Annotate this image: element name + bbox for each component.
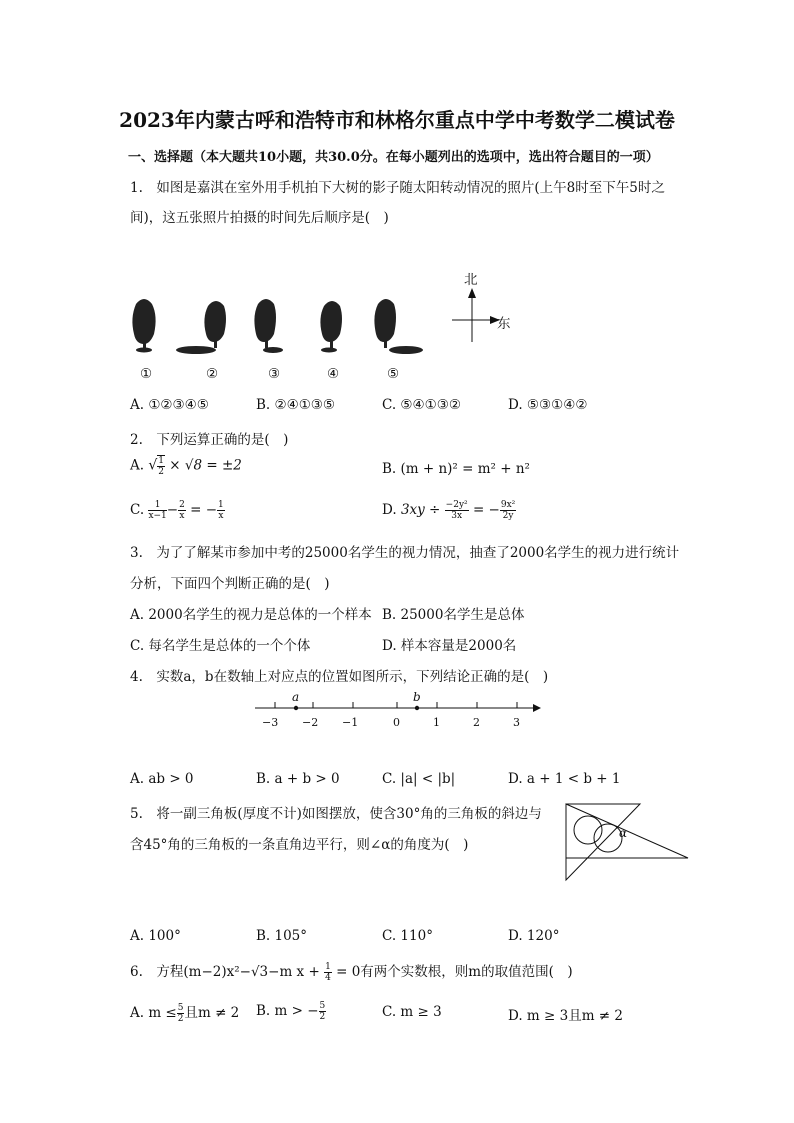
q2-c-d1: x−1 [148,511,167,521]
photo-label-5: ⑤ [387,366,400,382]
q6-stem-post: = 0有两个实数根，则m的取值范围( ) [336,964,573,980]
q6-stem [130,960,573,983]
q5-option-b: B. 105° [256,928,308,944]
q3-option-c: C. 每名学生是总体的一个个体 [130,638,311,654]
compass-east-label: 东 [497,316,511,332]
q5-stem-line2: 含45°角的三角板的一条直角边平行，则∠α的角度为( ) [130,837,469,853]
q3-option-a: A. 2000名学生的视力是总体的一个样本 [130,607,372,623]
q4-option-a: A. ab > 0 [130,771,194,787]
q2-d-d1: 3x [451,511,463,521]
q2-c-eq: = − [190,502,218,518]
tick-3: 3 [513,716,520,729]
q6-b-den: 2 [319,1012,326,1022]
q2-c-d3: x [218,511,224,521]
q6-option-d: D. m ≥ 3且m ≠ 2 [508,1008,623,1024]
q6-a-den: 2 [177,1014,184,1024]
q2-option-b: B. (m + n)² = m² + n² [382,461,530,477]
tick-1: 1 [433,716,440,729]
q6-stem-pre: 6. 方程(m−2)x²−√3−m x + [130,964,320,980]
q2-c-n3: 1 [218,500,224,510]
photo-label-2: ② [206,366,219,382]
photo-label-1: ① [140,366,153,382]
compass-north-label: 北 [464,272,478,288]
photo-label-3: ③ [268,366,281,382]
q6-a-post: 且m ≠ 2 [184,1005,240,1021]
q6-option-b [256,1001,326,1022]
q6-frac-den: 4 [325,973,331,983]
q4-stem: 4. 实数a，b在数轴上对应点的位置如图所示，下列结论正确的是( ) [130,669,549,685]
q2-c-n2: 2 [179,500,185,510]
q2-option-d-label: D. [382,502,397,518]
q2-d-eq: = − [472,502,500,518]
q4-option-c: C. |a| < |b| [382,771,456,787]
tree-shadow-photos [128,296,428,360]
tick-neg1: −1 [342,716,359,729]
tick-0: 0 [393,716,400,729]
q6-b-num: 5 [319,1001,326,1011]
alpha-label: α [619,826,628,840]
q6-b-pre: B. m > − [256,1003,319,1019]
q2-option-d [382,500,516,521]
q6-frac-num: 1 [325,962,331,972]
q1-option-b: B. ②④①③⑤ [256,397,336,413]
q5-stem-line1: 5. 将一副三角板(厚度不计)如图摆放，使含30°角的三角板的斜边与 [130,806,542,822]
triangle-rulers-diagram [562,800,692,884]
q2-d-expr: 3xy ÷ [400,502,441,518]
q2-option-a-label: A. [130,457,145,474]
point-a [294,706,298,710]
q2-option-c-label: C. [130,502,145,518]
q6-option-c: C. m ≥ 3 [382,1004,442,1020]
q4-option-b: B. a + b > 0 [256,771,340,787]
q2-d-n2: 9x² [500,500,516,510]
tick-neg2: −2 [302,716,319,729]
photo-label-4: ④ [327,366,340,382]
q1-option-d: D. ⑤③①④② [508,397,588,413]
q6-option-a [130,1001,239,1024]
q2-option-c [130,500,225,521]
point-b [415,706,419,710]
q1-option-a: A. ①②③④⑤ [130,397,209,413]
q6-a-pre: A. m ≤ [130,1005,177,1021]
q5-option-c: C. 110° [382,928,433,944]
q1-stem-line2: 间)，这五张照片拍摄的时间先后顺序是( ) [130,210,389,226]
q2-c-n1: 1 [148,500,166,511]
q2-d-d2: 2y [502,511,514,521]
q6-a-num: 5 [177,1003,184,1013]
point-a-label: a [292,690,300,704]
q2-option-a-expr: × √8 = ±2 [169,457,242,474]
q3-option-b: B. 25000名学生是总体 [382,607,525,623]
tick-neg3: −3 [262,716,279,729]
q2-c-minus: − [166,502,179,518]
q2-stem: 2. 下列运算正确的是( ) [130,432,289,448]
q1-stem-line1: 1. 如图是嘉淇在室外用手机拍下大树的影子随太阳转动情况的照片(上午8时至下午5时之 [130,180,665,196]
q4-option-d: D. a + 1 < b + 1 [508,771,621,787]
q2-a-num: 1 [158,456,164,466]
q5-option-a: A. 100° [130,928,181,944]
point-b-label: b [413,690,421,704]
q3-stem-line2: 分析，下面四个判断正确的是( ) [130,576,330,592]
q3-stem-line1: 3. 为了了解某市参加中考的25000名学生的视力情况，抽查了2000名学生的视力进行统计 [130,545,680,561]
section-heading: 一、选择题（本大题共10小题，共30.0分。在每小题列出的选项中，选出符合题目的一项） [128,150,659,165]
q2-d-n1: −2y² [445,500,468,510]
tick-2: 2 [473,716,480,729]
q1-option-c: C. ⑤④①③② [382,397,461,413]
q2-c-d2: x [179,511,185,521]
q2-option-a: A. √ $\frac{1}{2}$ × √8 = ±2 [130,456,242,477]
q3-option-d: D. 样本容量是2000名 [382,638,517,654]
q2-a-den: 2 [158,467,164,477]
q5-option-d: D. 120° [508,928,560,944]
page-title: 2023年内蒙古呼和浩特市和林格尔重点中学中考数学二模试卷 [119,108,675,132]
